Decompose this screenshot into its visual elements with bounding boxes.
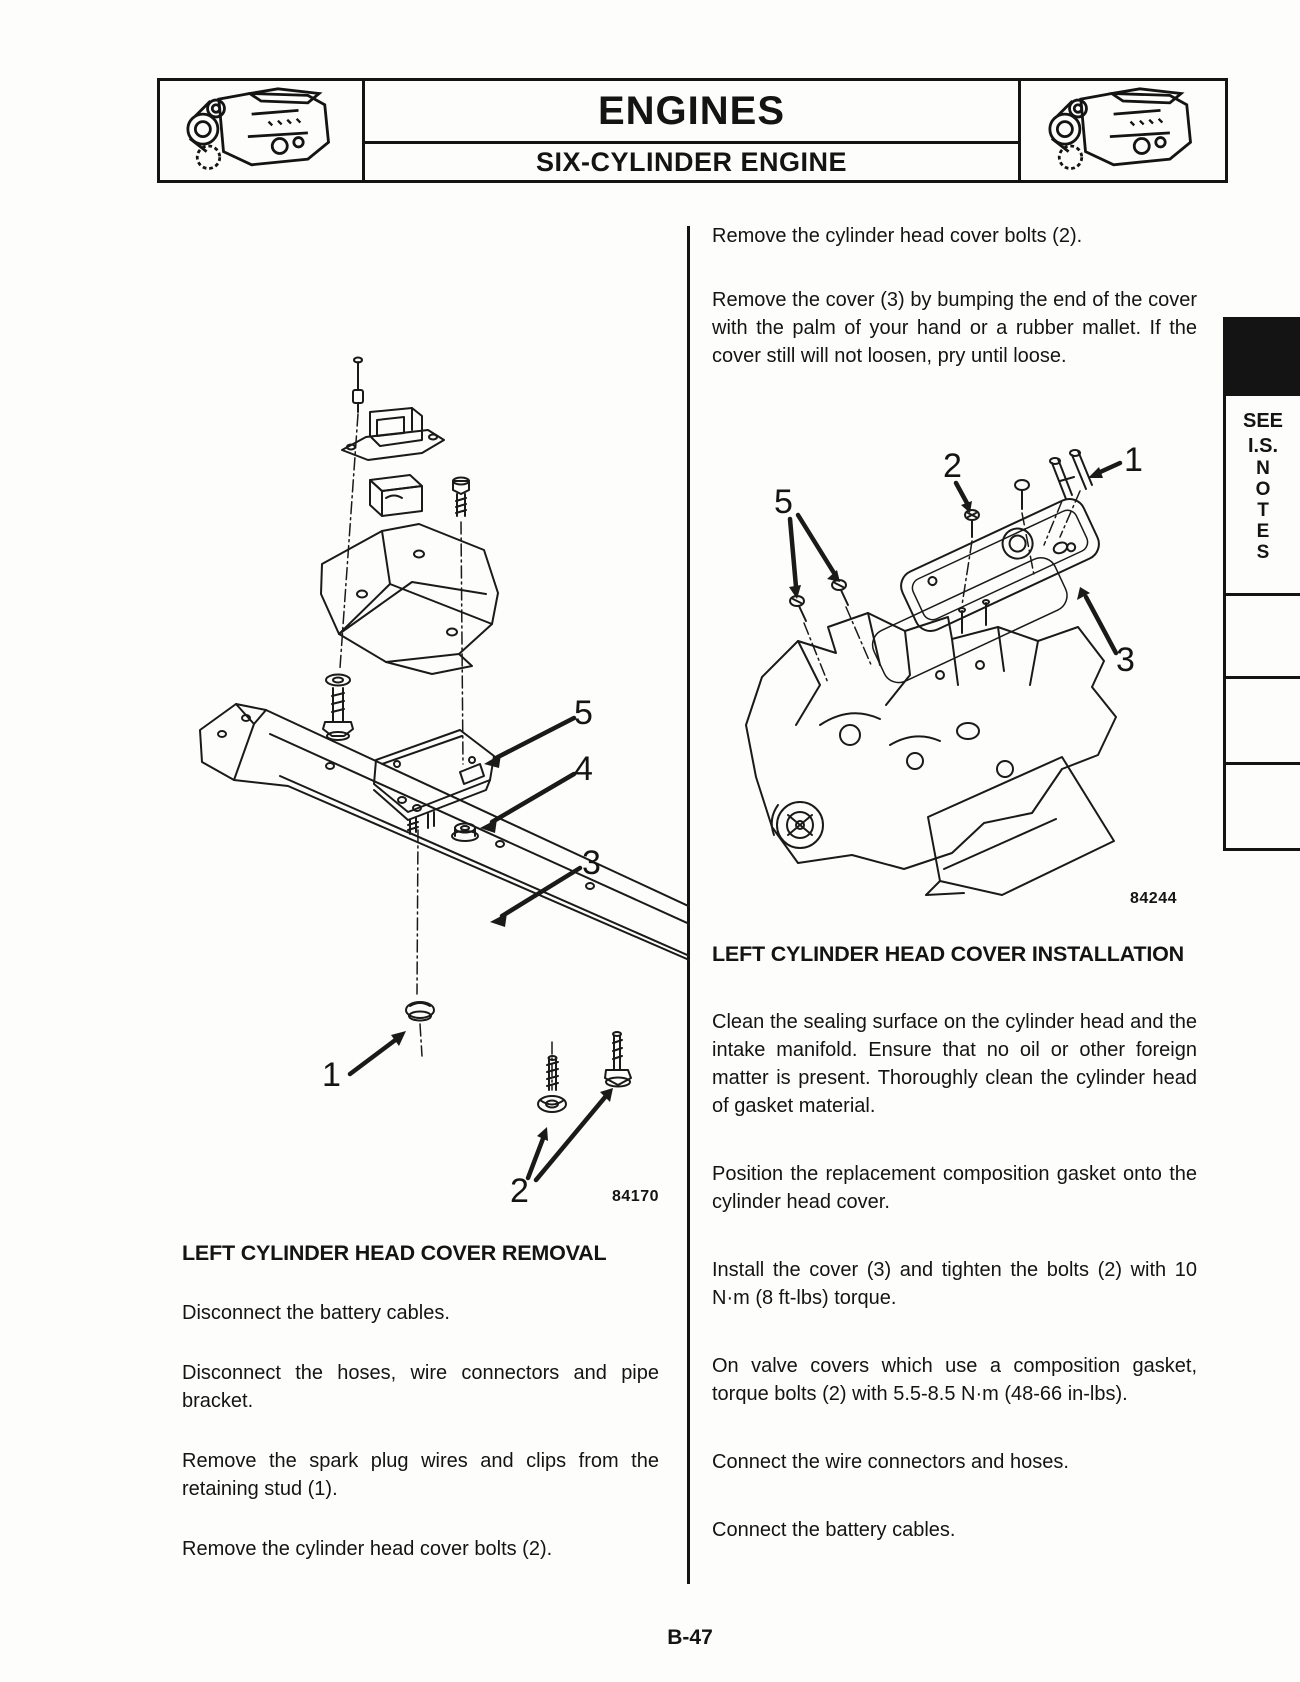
body-paragraph: Disconnect the hoses, wire connectors and pipe bracket. <box>182 1362 659 1412</box>
support-bracket-plate <box>321 524 498 674</box>
body-paragraph: Connect the wire connectors and hoses. <box>712 1451 1069 1473</box>
washer <box>326 675 350 686</box>
section-heading-installation: LEFT CYLINDER HEAD COVER INSTALLATION <box>712 942 1184 966</box>
figure-callout: 5 <box>774 483 793 521</box>
figure-callout: 5 <box>574 694 593 732</box>
header-left-cell <box>160 81 362 180</box>
engine-icon <box>167 86 355 176</box>
callout-arrowheads <box>789 467 1103 600</box>
cover-gasket <box>867 553 1072 688</box>
figure-callout: 1 <box>1124 441 1143 479</box>
engine-icon <box>1029 86 1217 176</box>
body-paragraph: Disconnect the battery cables. <box>182 1302 450 1324</box>
sidebar-label-see: SEE <box>1242 410 1284 432</box>
sidebar-letter: S <box>1256 542 1270 563</box>
hex-bolt <box>453 478 469 517</box>
sidebar-letter: O <box>1255 479 1271 500</box>
body-paragraph: Position the replacement composition gasket onto the cylinder head cover. <box>712 1163 1197 1213</box>
body-paragraph: Connect the battery cables. <box>712 1519 956 1541</box>
right-column-bottom <box>712 941 1197 1584</box>
figure-callout: 3 <box>1116 641 1135 679</box>
body-paragraph: Remove the spark plug wires and clips from the retaining stud (1). <box>182 1450 659 1500</box>
body-paragraph: Remove the cylinder head cover bolts (2). <box>182 1538 553 1560</box>
cover-bolt <box>605 1032 631 1087</box>
figure-engine-mount-exploded <box>170 330 690 1215</box>
cover-studs <box>1050 450 1092 499</box>
valve-cover <box>896 494 1104 637</box>
callout-arrowheads <box>391 754 613 1141</box>
page-title: ENGINES <box>597 88 786 133</box>
figure-callout: 2 <box>943 447 962 485</box>
section-heading-removal: LEFT CYLINDER HEAD COVER REMOVAL <box>182 1241 607 1265</box>
figure-number: 84244 <box>1130 890 1177 907</box>
splash-shield-sheet <box>926 757 1114 895</box>
figure-callout: 2 <box>510 1172 529 1210</box>
figure-callout: 4 <box>574 750 593 788</box>
page-number: B-47 <box>667 1626 713 1649</box>
figure-callout: 3 <box>582 844 601 882</box>
exploded-centerlines <box>340 414 552 1090</box>
body-paragraph: On valve covers which use a composition gasket, torque bolts (2) with 5.5-8.5 N·m (48-66 in-lbs). <box>712 1355 1197 1405</box>
figure-number: 84170 <box>612 1188 659 1205</box>
header-title-block <box>362 81 1021 180</box>
figure-cylinder-head-cover <box>700 425 1240 915</box>
sidebar-letter: E <box>1256 521 1270 542</box>
page-header <box>157 78 1228 183</box>
rubber-cushion <box>370 475 422 516</box>
mount-pad <box>374 730 494 834</box>
sidebar-section-marker <box>1223 317 1300 396</box>
header-right-cell <box>1021 81 1225 180</box>
body-paragraph: Remove the cylinder head cover bolts (2). <box>712 225 1083 247</box>
sidebar-label-is: I.S. <box>1247 435 1278 457</box>
mount-bolt <box>323 688 353 740</box>
left-column <box>182 1240 659 1595</box>
dome-washer <box>538 1096 566 1112</box>
figure-callout: 1 <box>322 1056 341 1094</box>
crossmember <box>200 704 690 982</box>
sidebar-letter: N <box>1256 458 1270 479</box>
right-column-top <box>712 222 1197 406</box>
body-paragraph: Remove the cover (3) by bumping the end of the cover with the palm of your hand or a rubber mallet. If the cover still will not loosen, pry until loose. <box>712 289 1197 367</box>
push-nut <box>406 1002 434 1021</box>
page-subtitle: SIX-CYLINDER ENGINE <box>365 141 1018 180</box>
body-paragraph: Install the cover (3) and tighten the bolts (2) with 10 N·m (8 ft-lbs) torque. <box>712 1259 1197 1309</box>
retaining-stud <box>353 358 363 413</box>
sidebar-letter: T <box>1257 500 1269 521</box>
body-paragraph: Clean the sealing surface on the cylinder head and the intake manifold. Ensure that no oil or other foreign matter is present. Thoroughly clean the cylinder head of gasket material. <box>712 1011 1197 1117</box>
